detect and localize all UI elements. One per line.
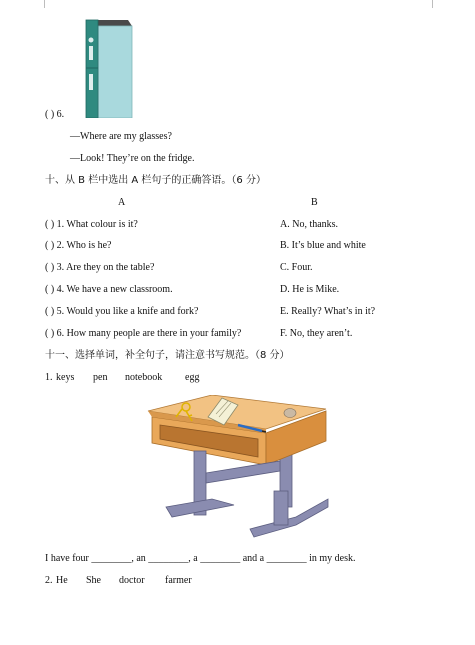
word-option: She (86, 575, 101, 586)
desk-illustration (146, 395, 336, 541)
word-option: doctor (119, 575, 145, 586)
matching-answer-d: D. He is Mike. (280, 284, 340, 295)
matching-answer-c: C. Four. (280, 262, 313, 273)
question-6-line-1: —Where are my glasses? (70, 131, 172, 142)
section-10-title: 十、从 B 栏中选出 A 栏句子的正确答语。（6 分） (45, 175, 266, 186)
crop-mark-top-right (432, 0, 441, 8)
question-2-label: 2. (45, 575, 53, 586)
matching-question-3: ( ) 3. Are they on the table? (45, 262, 155, 273)
matching-question-1: ( ) 1. What colour is it? (45, 219, 138, 230)
question-1-label: 1. (45, 372, 53, 383)
matching-question-6: ( ) 6. How many people are there in your family? (45, 328, 242, 339)
matching-question-5: ( ) 5. Would you like a knife and fork? (45, 306, 199, 317)
matching-question-2: ( ) 2. Who is he? (45, 240, 112, 251)
fridge-illustration (84, 16, 134, 118)
word-option: farmer (165, 575, 192, 586)
word-option: keys (56, 372, 75, 383)
question-6-number: ( ) 6. (45, 109, 65, 120)
word-option: He (56, 575, 68, 586)
question-6-line-2: —Look! They’re on the fridge. (70, 153, 195, 164)
matching-answer-f: F. No, they aren’t. (280, 328, 353, 339)
section-11-title: 十一、选择单词，补全句子，请注意书写规范。（8 分） (45, 350, 290, 361)
crop-mark-top-left (36, 0, 45, 8)
word-option: pen (93, 372, 108, 383)
matching-question-4: ( ) 4. We have a new classroom. (45, 284, 173, 295)
word-option: notebook (125, 372, 163, 383)
matching-answer-a: A. No, thanks. (280, 219, 339, 230)
column-b-header: B (311, 197, 318, 208)
column-a-header: A (118, 197, 126, 208)
fill-in-sentence: I have four ________, an ________, a ________ and a ________ in my desk. (45, 553, 356, 564)
matching-answer-b: B. It’s blue and white (280, 240, 366, 251)
matching-answer-e: E. Really? What’s in it? (280, 306, 376, 317)
word-option: egg (185, 372, 200, 383)
